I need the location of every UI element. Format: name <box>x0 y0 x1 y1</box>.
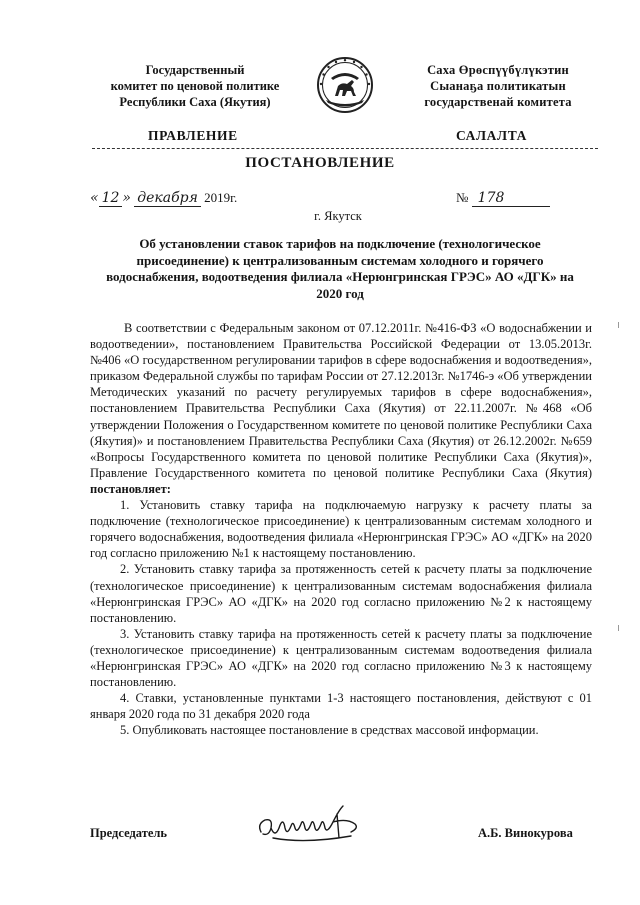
document-subject: Об установлении ставок тарифов на подключение (технологическое присоединение) к централизованным системам холодного и горячего водоснабжения, водоотведения филиала «Нерюнгринская ГРЭС» АО «ДГК» на 2020 год <box>106 236 574 301</box>
preamble-resolution: постановляет: <box>90 481 171 496</box>
date-month: декабря <box>134 190 201 207</box>
signatory-role: Председатель <box>90 826 168 840</box>
resolution-item: 2. Установить ставку тарифа за протяженность сетей к расчету платы за подключение (технологическое присоединение) к централизованным системам водоснабжения филиала «Нерюнгринская ГРЭС» АО «ДГК» на 2020 год согласно приложению №2 к настоящему постановлению. <box>90 562 592 625</box>
signatory-name: А.Б. Винокурова <box>478 826 573 840</box>
resolution-item: 4. Ставки, установленные пунктами 1-3 настоящего постановления, действуют с 01 января 2020 года по 31 декабря 2020 года <box>90 691 592 722</box>
issuer-name-yakut <box>398 62 598 110</box>
date-year: 2019г. <box>204 190 238 205</box>
board-label-yakut: САЛАЛТА <box>456 128 527 143</box>
board-label-russian: ПРАВЛЕНИЕ <box>148 128 238 143</box>
scan-mark <box>618 322 619 328</box>
number-prefix: № <box>456 190 469 205</box>
resolution-item: 5. Опубликовать настоящее постановление в средствах массовой информации. <box>120 723 539 738</box>
handwritten-signature <box>255 798 365 846</box>
coat-of-arms-icon <box>316 56 374 114</box>
issuer-line: Республики Саха (Якутия) <box>119 95 271 109</box>
header-divider <box>92 148 598 149</box>
date-close-quote: » <box>122 190 131 206</box>
number-value: 178 <box>472 190 550 207</box>
document-body <box>90 320 592 738</box>
scan-mark <box>618 625 619 631</box>
issuer-line: Сыанаҕа политикатын <box>430 79 566 93</box>
document-date <box>90 190 237 207</box>
issuer-line: государственай комитета <box>424 95 572 109</box>
issuer-line: Саха Өрөспүүбүлүкэтин <box>427 63 569 77</box>
date-open-quote: « <box>90 190 99 206</box>
document-title: ПОСТАНОВЛЕНИЕ <box>245 155 395 171</box>
issuer-line: комитет по ценовой политике <box>110 79 280 93</box>
resolution-item: 3. Установить ставку тарифа на протяженность сетей к расчету платы за подключение (технологическое присоединение) к централизованным системам водоотведения филиала «Нерюнгринская ГРЭС» АО «ДГК» на 2020 год согласно приложению №3 к настоящему постановлению. <box>90 626 592 690</box>
date-day: 12 <box>99 190 123 207</box>
issuer-name-russian <box>100 62 290 110</box>
resolution-item: 1. Установить ставку тарифа на подключаемую нагрузку к расчету платы за подключение (технологическое присоединение) к централизованным системам холодного и горячего водоснабжения, водоотведения филиала «Нерюнгринская ГРЭС» АО «ДГК» на 2020 год согласно приложению №1 к настоящему постановлению. <box>90 498 592 561</box>
preamble-paragraph <box>90 320 592 497</box>
preamble-text: В соответствии с Федеральным законом от 07.12.2011г. №416-ФЗ «О водоснабжении и водоотведении», постановлением Правительства Российской Федерации от 13.05.2013г. №406 «О государственном регулировании тарифов в сфере водоснабжения и водоотведения», приказом Федеральной службы по тарифам России от 27.12.2013г. №1746-э «Об утверждении Методических указаний по расчету регулируемых тарифов в сфере водоснабжения», постановлением Правительства Республики Саха (Якутия) от 22.11.2007г. №468 «Об утверждении Положения о Государственном комитете по ценовой политике Республики Саха (Якутия)» и постановлением Правительства Республики Саха (Якутия) от 26.12.2002г. №659 «Вопросы Государственного комитета по ценовой политике Республики Саха (Якутия)», Правление Государственного комитета по ценовой политике Республики Саха (Якутия) <box>90 321 592 480</box>
document-number <box>456 190 550 207</box>
issuer-line: Государственный <box>145 63 245 77</box>
document-city: г. Якутск <box>314 209 362 223</box>
